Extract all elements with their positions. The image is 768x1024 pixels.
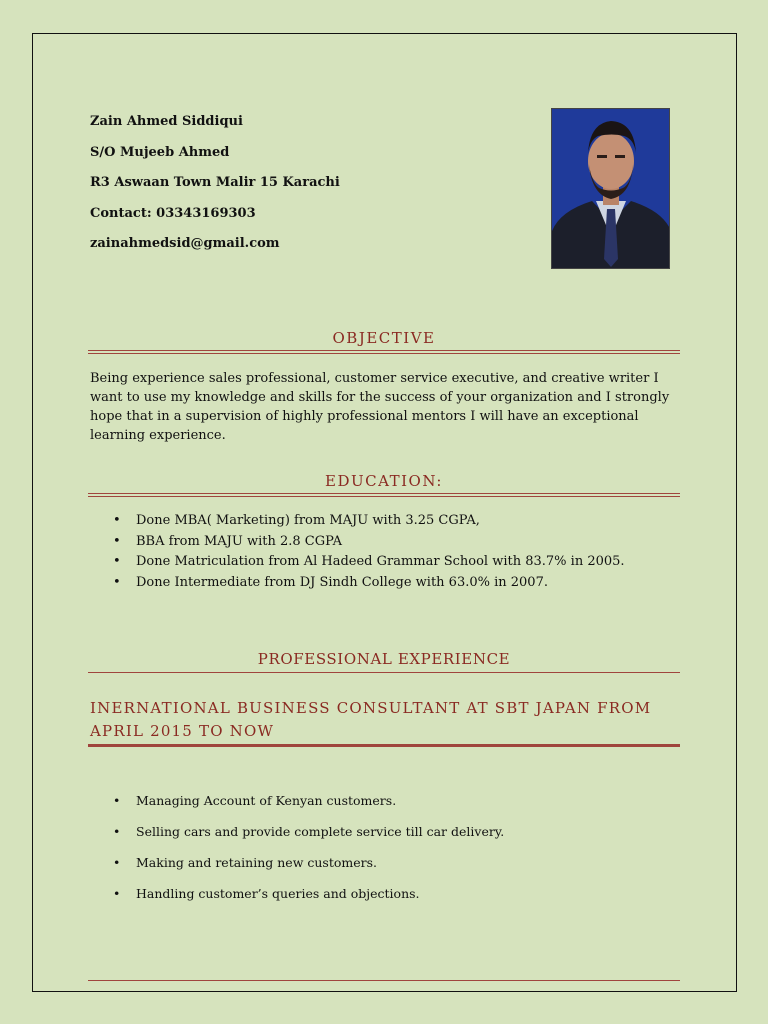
job-title-divider [88,744,680,747]
objective-heading: OBJECTIVE [332,329,436,347]
bullet-icon: • [113,824,121,839]
bullet-icon: • [113,886,121,901]
list-item: • Done Intermediate from DJ Sindh College with 63.0% in 2007. [113,573,625,594]
list-item: • Done MBA( Marketing) from MAJU with 3.25 CGPA, [113,511,625,532]
contact-name: Zain Ahmed Siddiqui [90,114,243,129]
list-item: • Handling customer’s queries and objections. [113,884,504,915]
list-item: • Selling cars and provide complete service till car delivery. [113,822,504,853]
experience-heading: PROFESSIONAL EXPERIENCE [257,650,511,668]
footer-divider [88,980,680,981]
bullet-icon: • [113,533,121,549]
experience-divider [88,672,680,673]
education-divider [88,493,680,497]
list-item: • Making and retaining new customers. [113,853,504,884]
contact-phone: Contact: 03343169303 [90,205,256,221]
job-title: INERNATIONAL BUSINESS CONSULTANT AT SBT JAPAN FROM APRIL 2015 TO NOW [90,699,652,740]
bullet-icon: • [113,513,121,528]
education-list [113,511,625,593]
list-item: • Done Matriculation from Al Hadeed Grammar School with 83.7% in 2005. [113,552,625,573]
list-item: • Managing Account of Kenyan customers. [113,791,504,822]
profile-photo [551,108,670,269]
objective-text: Being experience sales professional, customer service executive, and creative writer I want to use my knowledge and skills for the success of your organization and I strongly hope that in a supervision of highly professional mentors I will have an exceptional learning experience. [90,371,670,443]
bullet-icon: • [113,793,121,808]
bullet-icon: • [113,855,121,870]
list-item: • BBA from MAJU with 2.8 CGPA [113,532,625,553]
education-heading: EDUCATION: [325,472,443,490]
duties-list [113,791,504,915]
contact-parent: S/O Mujeeb Ahmed [90,144,230,160]
bullet-icon: • [113,574,121,590]
contact-address: R3 Aswaan Town Malir 15 Karachi [90,175,340,190]
objective-divider [88,350,680,354]
bullet-icon: • [113,554,121,569]
contact-block [90,113,340,266]
profile-photo-illustration [552,109,670,269]
contact-email: zainahmedsid@gmail.com [90,236,280,251]
